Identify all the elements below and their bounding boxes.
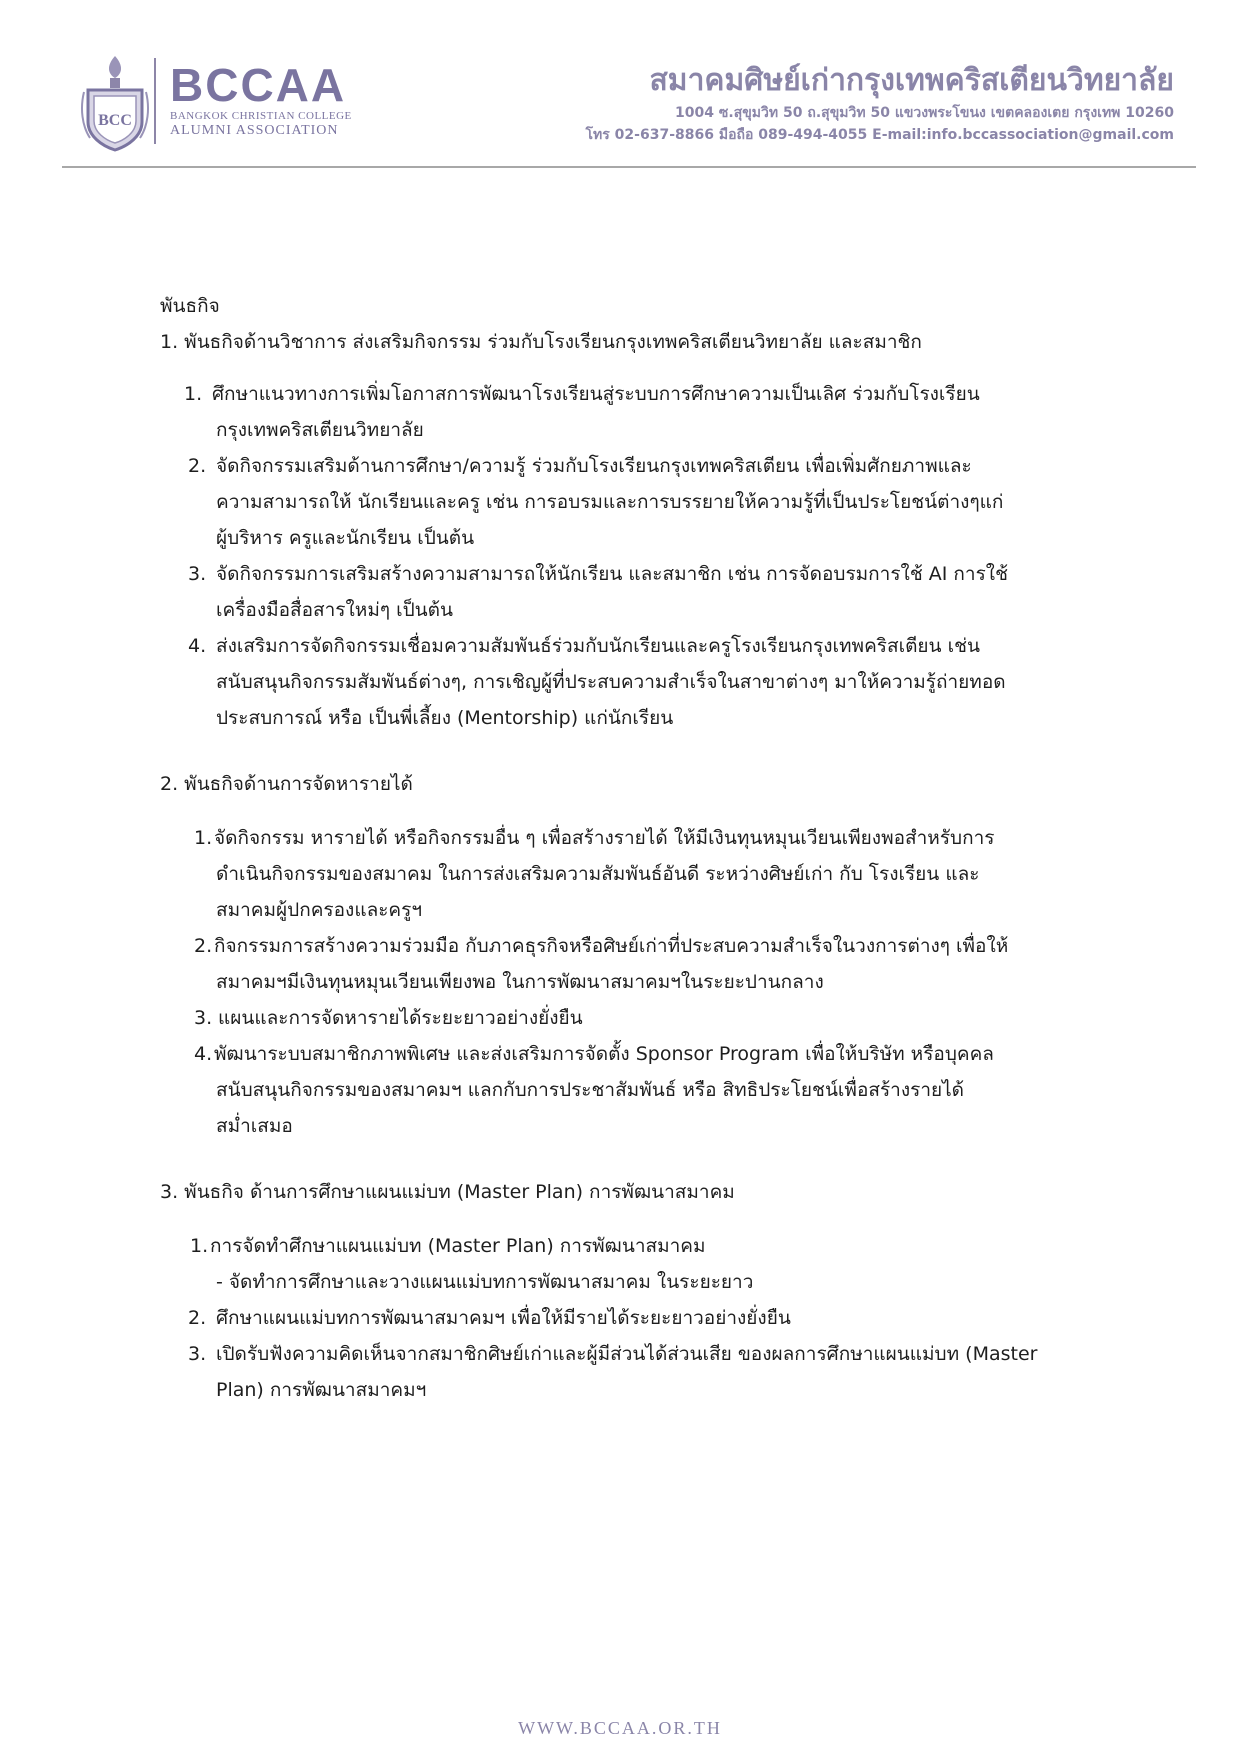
list-item	[160, 556, 1120, 628]
item-line: ผู้บริหาร ครูและนักเรียน เป็นต้น	[216, 527, 475, 549]
item-number: 1.	[190, 1235, 209, 1257]
item-line: ศึกษาแนวทางการเพิ่มโอกาสการพัฒนาโรงเรียนสู่ระบบการศึกษาความเป็นเลิศ ร่วมกับโรงเรียน	[212, 383, 980, 405]
item-line: กิจกรรมการสร้างความร่วมมือ กับภาคธุรกิจหรือศิษย์เก่าที่ประสบความสำเร็จในวงการต่างๆ เพื่อให้	[214, 935, 1009, 957]
list-item	[160, 448, 1120, 556]
item-line: พัฒนาระบบสมาชิกภาพพิเศษ และส่งเสริมการจัดตั้ง Sponsor Program เพื่อให้บริษัท หรือบุคคล	[214, 1043, 994, 1065]
item-line: สนับสนุนกิจกรรมของสมาคมฯ แลกกับการประชาสัมพันธ์ หรือ สิทธิประโยชน์เพื่อสร้างรายได้	[216, 1079, 965, 1101]
footer-website: WWW.BCCAA.OR.TH	[518, 1718, 722, 1738]
organization-contact: โทร 02-637-8866 มือถือ 089-494-4055 E-mail:info.bccassociation@gmail.com	[585, 127, 1174, 143]
list-item	[160, 1300, 1120, 1336]
item-line: สนับสนุนกิจกรรมสัมพันธ์ต่างๆ, การเชิญผู้ที่ประสบความสำเร็จในสาขาต่างๆ มาให้ความรู้ถ่ายทอด	[216, 671, 1006, 693]
section-heading: 1. พันธกิจด้านวิชาการ ส่งเสริมกิจกรรม ร่วมกับโรงเรียนกรุงเทพคริสเตียนวิทยาลัย และสมาชิก	[160, 331, 922, 353]
association-crest-logo	[80, 52, 150, 152]
list-item	[160, 376, 1120, 448]
brand-block	[170, 59, 352, 138]
item-line: แผนและการจัดหารายได้ระยะยาวอย่างยั่งยืน	[218, 1007, 583, 1029]
header-divider	[154, 58, 156, 144]
item-line: จัดกิจกรรมการเสริมสร้างความสามารถให้นักเรียน และสมาชิก เช่น การจัดอบรมการใช้ AI การใช้	[216, 563, 1008, 585]
list-item	[160, 628, 1120, 736]
list-item	[160, 1336, 1120, 1408]
header-rule	[62, 166, 1196, 168]
item-line: สม่ำเสมอ	[216, 1115, 293, 1137]
section-heading: 2. พันธกิจด้านการจัดหารายได้	[160, 773, 413, 795]
list-item	[160, 1036, 1120, 1144]
brand-subtitle-association: ALUMNI ASSOCIATION	[170, 123, 339, 138]
brand-name: BCCAA	[170, 59, 347, 111]
item-line: ศึกษาแผนแม่บทการพัฒนาสมาคมฯ เพื่อให้มีรายได้ระยะยาวอย่างยั่งยืน	[216, 1307, 791, 1329]
organization-info	[586, 60, 1174, 146]
organization-name: สมาคมศิษย์เก่ากรุงเทพคริสเตียนวิทยาลัย	[649, 63, 1174, 98]
item-number: 2.	[188, 1307, 207, 1329]
item-line: จัดกิจกรรมเสริมด้านการศึกษา/ความรู้ ร่วมกับโรงเรียนกรุงเทพคริสเตียน เพื่อเพิ่มศักยภาพและ	[216, 455, 972, 477]
brand-subtitle-college: BANGKOK CHRISTIAN COLLEGE	[170, 110, 352, 122]
item-number: 4.	[188, 635, 207, 657]
item-number: 2.	[188, 455, 207, 477]
document-body	[160, 288, 1120, 1408]
item-line: เครื่องมือสื่อสารใหม่ๆ เป็นต้น	[216, 599, 453, 621]
item-number: 3.	[188, 1343, 207, 1365]
item-line: ความสามารถให้ นักเรียนและครู เช่น การอบรมและการบรรยายให้ความรู้ที่เป็นประโยชน์ต่างๆแก่	[216, 491, 1004, 513]
item-line: กรุงเทพคริสเตียนวิทยาลัย	[216, 419, 424, 441]
document-title: พันธกิจ	[160, 295, 220, 317]
item-line: การจัดทำศึกษาแผนแม่บท (Master Plan) การพัฒนาสมาคม	[210, 1235, 706, 1257]
item-line: สมาคมผู้ปกครองและครูฯ	[216, 899, 423, 921]
list-item	[160, 1000, 1120, 1036]
item-line: ประสบการณ์ หรือ เป็นพี่เลี้ยง (Mentorship) แก่นักเรียน	[216, 707, 674, 729]
item-number: 1.	[184, 383, 203, 405]
logo-text: BCC	[98, 112, 132, 129]
list-item	[160, 820, 1120, 928]
item-line: ดำเนินกิจกรรมของสมาคม ในการส่งเสริมความสัมพันธ์อันดี ระหว่างศิษย์เก่า กับ โรงเรียน และ	[216, 863, 980, 885]
item-number: 2.	[194, 935, 213, 957]
item-number: 4.	[194, 1043, 213, 1065]
list-item	[160, 928, 1120, 1000]
item-line: สมาคมฯมีเงินทุนหมุนเวียนเพียงพอ ในการพัฒนาสมาคมฯในระยะปานกลาง	[216, 971, 824, 993]
list-item	[160, 1228, 1120, 1300]
section-heading: 3. พันธกิจ ด้านการศึกษาแผนแม่บท (Master Plan) การพัฒนาสมาคม	[160, 1181, 735, 1203]
item-line: Plan) การพัฒนาสมาคมฯ	[216, 1379, 427, 1401]
organization-address: 1004 ซ.สุขุมวิท 50 ถ.สุขุมวิท 50 แขวงพระโขนง เขตคลองเตย กรุงเทพ 10260	[675, 105, 1174, 121]
item-number: 3.	[188, 563, 207, 585]
item-number: 1.	[194, 827, 213, 849]
item-line: เปิดรับฟังความคิดเห็นจากสมาชิกศิษย์เก่าและผู้มีส่วนได้ส่วนเสีย ของผลการศึกษาแผนแม่บท (Master	[216, 1343, 1038, 1365]
item-number: 3.	[194, 1007, 213, 1029]
item-line: จัดกิจกรรม หารายได้ หรือกิจกรรมอื่น ๆ เพื่อสร้างรายได้ ให้มีเงินทุนหมุนเวียนเพียงพอสำหรับการ	[214, 827, 995, 849]
item-line: - จัดทำการศึกษาและวางแผนแม่บทการพัฒนาสมาคม ในระยะยาว	[216, 1271, 754, 1293]
item-line: ส่งเสริมการจัดกิจกรรมเชื่อมความสัมพันธ์ร่วมกับนักเรียนและครูโรงเรียนกรุงเทพคริสเตียน เช่น	[216, 635, 980, 657]
